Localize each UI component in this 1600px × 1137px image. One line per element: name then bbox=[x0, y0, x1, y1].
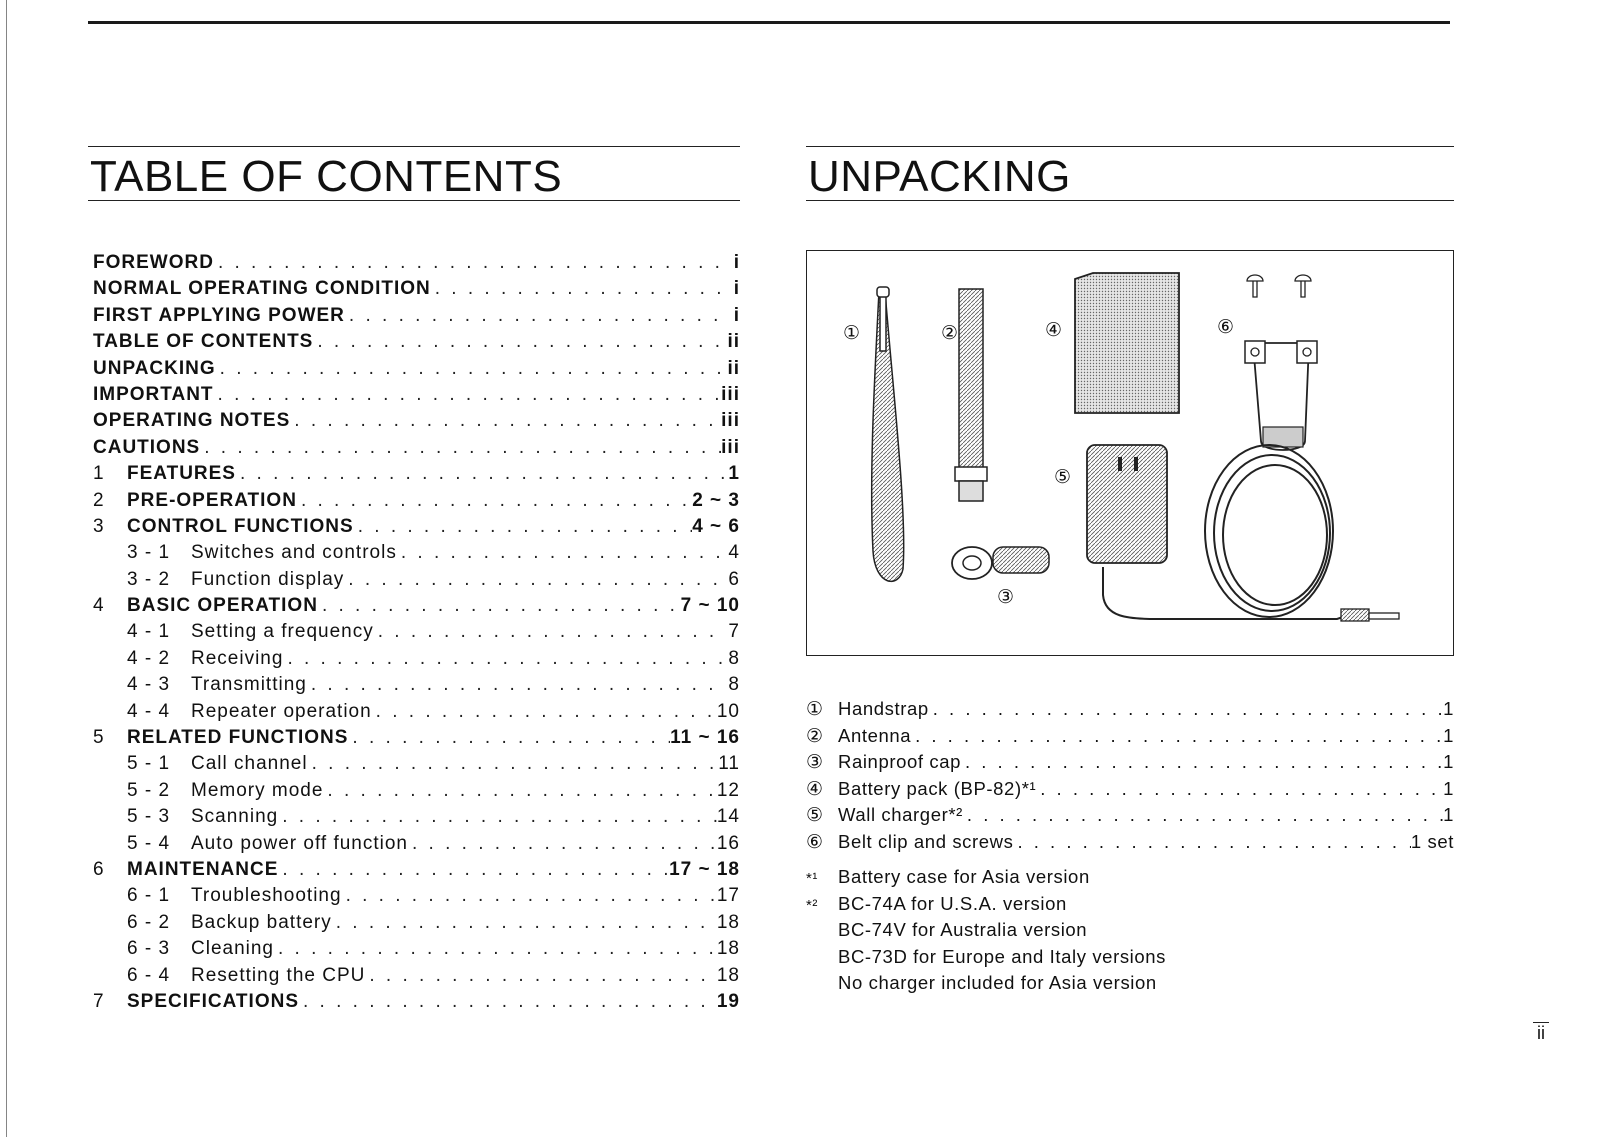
toc-entry-label: Call channel bbox=[191, 753, 308, 775]
dot-leader bbox=[236, 463, 726, 485]
dot-leader bbox=[372, 701, 717, 723]
part-item bbox=[806, 751, 1454, 778]
toc-entry bbox=[93, 569, 740, 595]
toc-entry-page: 16 bbox=[716, 832, 740, 854]
part-label: Battery pack (BP-82)*¹ bbox=[838, 777, 1037, 799]
dot-leader bbox=[911, 725, 1443, 747]
toc-entry bbox=[93, 516, 740, 542]
footnote-text: BC-74A for U.S.A. version bbox=[838, 892, 1067, 914]
toc-section bbox=[88, 146, 740, 1012]
figure-label-antenna: ② bbox=[941, 322, 959, 344]
toc-entry bbox=[93, 384, 740, 410]
figure-label-wall-charger: ⑤ bbox=[1054, 466, 1072, 488]
toc-entry-number: 5 bbox=[93, 727, 105, 749]
toc-entry-number: 4 bbox=[93, 595, 105, 617]
toc-entry-page: 17 ~ 18 bbox=[669, 858, 740, 880]
dot-leader bbox=[345, 305, 726, 327]
toc-entry bbox=[93, 965, 740, 991]
part-quantity: 1 bbox=[1443, 751, 1454, 773]
toc-entry-page: 4 bbox=[728, 542, 740, 564]
footnote-text: Battery case for Asia version bbox=[838, 866, 1090, 887]
toc-entry-label: NORMAL OPERATING CONDITION bbox=[93, 278, 431, 300]
footnote-mark: *¹ bbox=[806, 870, 819, 887]
toc-entry-page: 11 ~ 16 bbox=[670, 727, 740, 749]
dot-leader bbox=[348, 727, 670, 749]
dot-leader bbox=[299, 991, 717, 1013]
part-label: Rainproof cap bbox=[838, 751, 961, 773]
dot-leader bbox=[929, 698, 1443, 720]
toc-entry-page: 8 bbox=[728, 647, 740, 669]
toc-entry-label: PRE-OPERATION bbox=[127, 489, 297, 511]
toc-entry-number: 3 - 2 bbox=[127, 568, 171, 590]
toc-entry-page: 2 ~ 3 bbox=[692, 489, 740, 511]
dot-leader bbox=[274, 938, 717, 960]
figure-label-belt-clip: ⑥ bbox=[1217, 316, 1235, 338]
footnote bbox=[806, 946, 1454, 973]
toc-entry-page: 17 bbox=[716, 885, 740, 907]
dot-leader bbox=[278, 806, 717, 828]
toc-entry-number: 5 - 2 bbox=[127, 779, 171, 801]
toc-entry-page: i bbox=[733, 304, 740, 326]
top-rule bbox=[88, 21, 1450, 24]
toc-entry bbox=[93, 410, 740, 436]
toc-entry-number: 2 bbox=[93, 489, 105, 511]
dot-leader bbox=[374, 621, 726, 643]
footnote bbox=[806, 972, 1454, 999]
toc-entry-label: Memory mode bbox=[191, 779, 324, 801]
toc-entry bbox=[93, 542, 740, 568]
toc-entry-label: FOREWORD bbox=[93, 252, 214, 273]
page-number: ii bbox=[1533, 1022, 1549, 1044]
toc-entry-label: Resetting the CPU bbox=[191, 964, 366, 986]
part-quantity: 1 bbox=[1443, 698, 1454, 719]
footnote-text: No charger included for Asia version bbox=[838, 972, 1157, 994]
toc-entry-number: 6 - 3 bbox=[127, 938, 171, 960]
toc-entry-label: TABLE OF CONTENTS bbox=[93, 331, 314, 353]
toc-entry-number: 7 bbox=[93, 990, 105, 1012]
toc-title: TABLE OF CONTENTS bbox=[88, 146, 740, 201]
dot-leader bbox=[283, 648, 726, 670]
antenna-drawing bbox=[955, 289, 987, 501]
toc-entry-label: RELATED FUNCTIONS bbox=[127, 727, 349, 749]
unpacking-section bbox=[806, 146, 1454, 994]
dot-leader bbox=[397, 542, 726, 564]
footnote bbox=[806, 893, 1454, 920]
footnotes bbox=[806, 866, 1454, 999]
part-item bbox=[806, 831, 1454, 858]
footnote-mark: *² bbox=[806, 896, 819, 914]
toc-entry-page: 4 ~ 6 bbox=[692, 515, 740, 537]
toc-entry-label: Backup battery bbox=[191, 911, 332, 933]
toc-entry bbox=[93, 278, 740, 304]
dot-leader bbox=[332, 912, 717, 934]
parts-list bbox=[806, 698, 1454, 858]
toc-entry bbox=[93, 701, 740, 727]
toc-entry-label: CAUTIONS bbox=[93, 436, 201, 458]
toc-entry bbox=[93, 806, 740, 832]
toc-entry-label: Scanning bbox=[191, 806, 279, 828]
toc-entry-page: iii bbox=[721, 410, 740, 432]
toc-entry-page: iii bbox=[721, 383, 740, 405]
toc-entry bbox=[93, 727, 740, 753]
toc-entry-label: CONTROL FUNCTIONS bbox=[127, 515, 354, 537]
toc-entry bbox=[93, 490, 740, 516]
toc-entry-number: 4 - 2 bbox=[127, 647, 171, 669]
toc-entry-page: 14 bbox=[716, 806, 740, 828]
toc-entry-label: Function display bbox=[191, 568, 345, 590]
dot-leader bbox=[365, 965, 717, 987]
toc-entry-label: FEATURES bbox=[127, 463, 236, 485]
part-label: Antenna bbox=[838, 724, 912, 746]
toc-entry-page: i bbox=[733, 252, 740, 273]
dot-leader bbox=[214, 252, 726, 274]
toc-entry-page: i bbox=[733, 278, 740, 300]
toc-entry-page: 19 bbox=[716, 990, 740, 1012]
toc-entry-label: BASIC OPERATION bbox=[127, 595, 318, 617]
toc-entry-number: 6 - 1 bbox=[127, 885, 171, 907]
toc-entry-label: FIRST APPLYING POWER bbox=[93, 304, 345, 326]
belt-clip-drawing bbox=[1245, 275, 1317, 450]
handstrap-drawing bbox=[872, 287, 904, 581]
dot-leader bbox=[323, 780, 716, 802]
footnote bbox=[806, 866, 1454, 893]
part-label: Wall charger*² bbox=[838, 804, 963, 826]
dot-leader bbox=[216, 358, 726, 380]
toc-entry bbox=[93, 331, 740, 357]
dot-leader bbox=[308, 753, 719, 775]
toc-entry bbox=[93, 305, 740, 331]
accessories-figure bbox=[806, 250, 1454, 656]
part-number: ⑥ bbox=[806, 831, 824, 853]
toc-entry-number: 1 bbox=[93, 463, 105, 485]
part-item bbox=[806, 698, 1454, 725]
part-number: ③ bbox=[806, 752, 824, 774]
dot-leader bbox=[278, 859, 669, 881]
toc-list bbox=[93, 252, 740, 1017]
dot-leader bbox=[431, 278, 726, 300]
toc-entry-number: 4 - 4 bbox=[127, 700, 171, 722]
toc-entry-number: 4 - 1 bbox=[127, 621, 171, 643]
part-item bbox=[806, 778, 1454, 805]
toc-entry-label: Transmitting bbox=[191, 674, 307, 696]
dot-leader bbox=[214, 384, 722, 406]
dot-leader bbox=[354, 516, 693, 538]
page-edge bbox=[6, 0, 7, 1137]
toc-entry-label: MAINTENANCE bbox=[127, 858, 279, 880]
toc-entry bbox=[93, 595, 740, 621]
toc-entry-number: 6 - 4 bbox=[127, 964, 171, 986]
part-quantity: 1 bbox=[1443, 777, 1454, 799]
part-quantity: 1 set bbox=[1410, 830, 1454, 852]
toc-entry-number: 6 bbox=[93, 858, 105, 880]
part-number: ① bbox=[806, 699, 824, 720]
toc-entry bbox=[93, 358, 740, 384]
dot-leader bbox=[307, 674, 726, 696]
toc-entry-page: iii bbox=[721, 436, 740, 458]
toc-entry-number: 5 - 1 bbox=[127, 753, 171, 775]
toc-entry-page: 11 bbox=[718, 753, 740, 775]
toc-entry-page: 1 bbox=[728, 463, 740, 485]
toc-entry bbox=[93, 938, 740, 964]
toc-entry-page: 18 bbox=[716, 938, 740, 960]
toc-entry-page: 18 bbox=[716, 911, 740, 933]
rainproof-cap-drawing bbox=[952, 547, 1049, 579]
toc-entry bbox=[93, 437, 740, 463]
toc-entry bbox=[93, 753, 740, 779]
footnote-text: BC-74V for Australia version bbox=[838, 919, 1088, 941]
toc-entry-page: ii bbox=[727, 357, 740, 379]
toc-entry-number: 3 - 1 bbox=[127, 542, 171, 564]
dot-leader bbox=[963, 804, 1443, 826]
battery-pack-drawing bbox=[1075, 273, 1179, 413]
part-label: Belt clip and screws bbox=[838, 830, 1014, 852]
footnote-text: BC-73D for Europe and Italy versions bbox=[838, 945, 1167, 967]
dot-leader bbox=[342, 885, 717, 907]
dot-leader bbox=[961, 751, 1443, 773]
toc-entry bbox=[93, 859, 740, 885]
toc-entry bbox=[93, 648, 740, 674]
figure-label-battery-pack: ④ bbox=[1045, 319, 1063, 341]
dot-leader bbox=[408, 833, 717, 855]
toc-entry-page: 6 bbox=[728, 568, 740, 590]
toc-entry-label: Setting a frequency bbox=[191, 621, 374, 643]
toc-entry bbox=[93, 780, 740, 806]
dot-leader bbox=[313, 331, 726, 353]
part-number: ⑤ bbox=[806, 805, 824, 827]
toc-entry bbox=[93, 463, 740, 489]
figure-label-rainproof-cap: ③ bbox=[997, 586, 1015, 608]
toc-entry-page: 7 ~ 10 bbox=[680, 595, 740, 617]
toc-entry bbox=[93, 991, 740, 1017]
toc-entry-page: 10 bbox=[716, 700, 740, 722]
toc-entry-label: Auto power off function bbox=[191, 832, 408, 854]
toc-entry bbox=[93, 885, 740, 911]
toc-entry-page: 7 bbox=[728, 621, 740, 643]
toc-entry-number: 5 - 4 bbox=[127, 832, 171, 854]
accessories-illustration bbox=[807, 251, 1453, 655]
part-label: Handstrap bbox=[838, 698, 929, 719]
toc-entry bbox=[93, 833, 740, 859]
dot-leader bbox=[290, 410, 721, 432]
part-number: ④ bbox=[806, 778, 824, 800]
toc-entry-page: 18 bbox=[716, 964, 740, 986]
toc-entry-label: Repeater operation bbox=[191, 700, 372, 722]
toc-entry-label: UNPACKING bbox=[93, 357, 216, 379]
toc-entry-page: ii bbox=[727, 331, 740, 353]
toc-entry-number: 5 - 3 bbox=[127, 806, 171, 828]
toc-entry-label: OPERATING NOTES bbox=[93, 410, 291, 432]
toc-entry-label: Cleaning bbox=[191, 938, 274, 960]
toc-entry bbox=[93, 621, 740, 647]
toc-entry-label: Troubleshooting bbox=[191, 885, 342, 907]
toc-entry-number: 3 bbox=[93, 515, 105, 537]
toc-entry-number: 6 - 2 bbox=[127, 911, 171, 933]
dot-leader bbox=[1036, 778, 1443, 800]
unpacking-title: UNPACKING bbox=[806, 146, 1454, 201]
dot-leader bbox=[297, 490, 692, 512]
part-quantity: 1 bbox=[1443, 804, 1454, 826]
part-number: ② bbox=[806, 725, 824, 747]
toc-entry bbox=[93, 252, 740, 278]
toc-entry-page: 8 bbox=[728, 674, 740, 696]
toc-entry-label: SPECIFICATIONS bbox=[127, 990, 299, 1012]
figure-label-handstrap: ① bbox=[843, 322, 861, 344]
dot-leader bbox=[200, 437, 721, 459]
toc-entry-page: 12 bbox=[716, 779, 740, 801]
part-quantity: 1 bbox=[1443, 724, 1454, 746]
dot-leader bbox=[318, 595, 681, 617]
toc-entry-label: Receiving bbox=[191, 647, 284, 669]
toc-entry bbox=[93, 912, 740, 938]
toc-entry-label: Switches and controls bbox=[191, 542, 397, 564]
toc-entry-number: 4 - 3 bbox=[127, 674, 171, 696]
footnote bbox=[806, 919, 1454, 946]
part-item bbox=[806, 804, 1454, 831]
part-item bbox=[806, 725, 1454, 752]
dot-leader bbox=[1013, 831, 1410, 853]
toc-entry bbox=[93, 674, 740, 700]
dot-leader bbox=[344, 569, 726, 591]
wall-charger-drawing bbox=[1087, 445, 1399, 621]
toc-entry-label: IMPORTANT bbox=[93, 383, 214, 405]
